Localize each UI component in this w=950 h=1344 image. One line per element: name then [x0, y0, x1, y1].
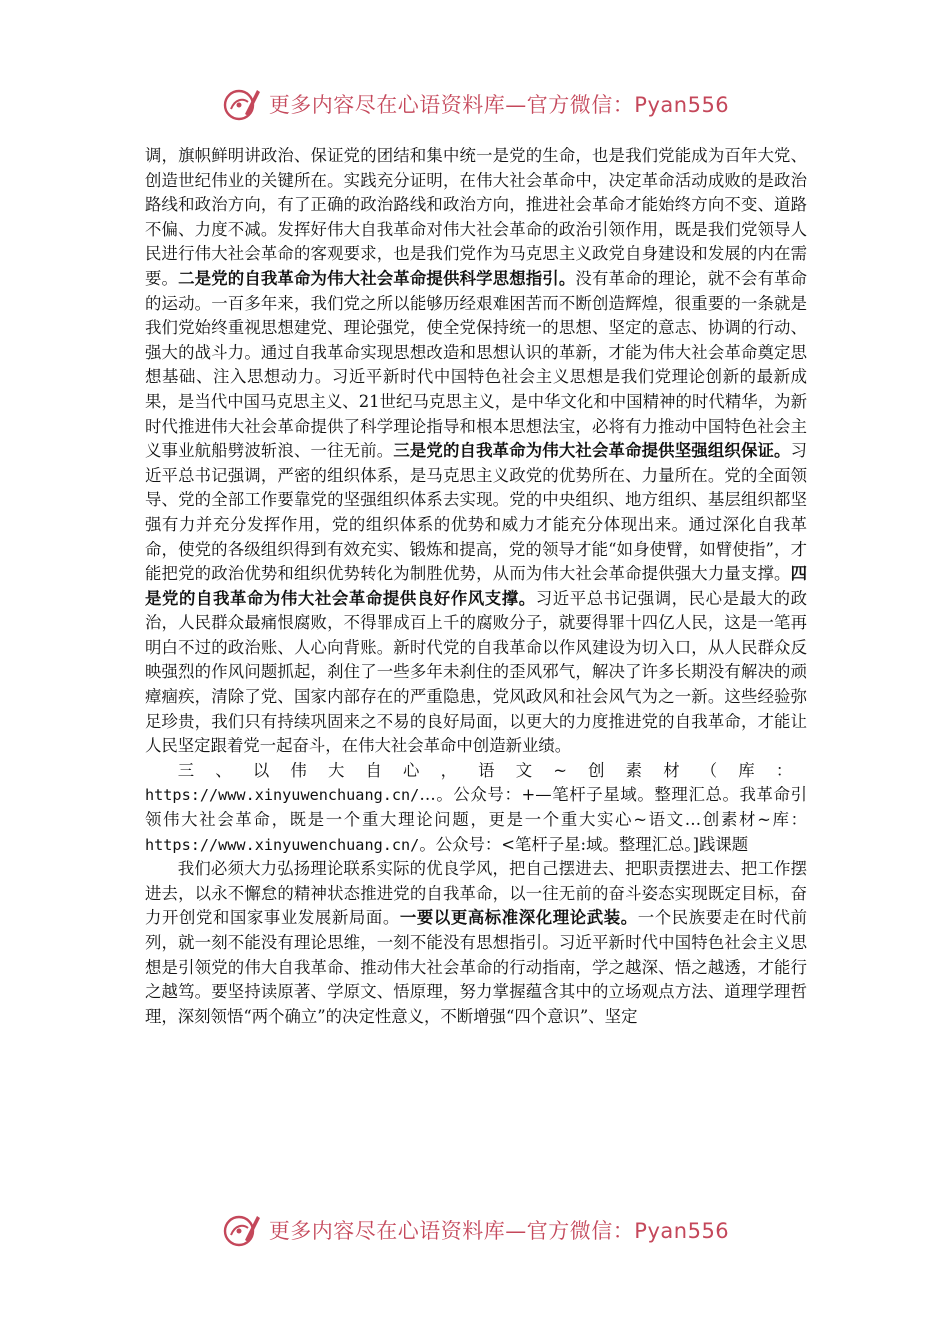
- header-banner-text: 更多内容尽在心语资料库—官方微信：Pyan556: [268, 93, 730, 117]
- bold-heading-span: 四是党的自我革命为伟大社会革命提供良好作风支撑。: [145, 564, 807, 608]
- text-span: 没有革命的理论，就不会有革命的运动。一百多年来，我们党之所以能够历经艰难困苦而不断创造辉煌，很重要的一条就是我们党始终重视思想建党、理论强党，使全党保持统一的思想、坚定的意志、协调的行动、强大的战斗力。通过自我革命实现思想改造和思想认识的革新，才能为伟大社会革命奠定思想基础、注入思想动力。习近平新时代中国特色社会主义思想是我们党理论创新的最新成果，是当代中国马克思主义、21世纪马克思主义，是中华文化和中国精神的时代精华，为新时代推进伟大社会革命提供了科学理论指导和根本思想法宝，必将有力推动中国特色社会主义事业航船劈波斩浪、一往无前。: [145, 268, 807, 461]
- pen-seal-icon: [221, 1210, 261, 1250]
- text-span: 习近平总书记强调，严密的组织体系，是马克思主义政党的优势所在、力量所在。党的全面领导、党的全部工作要靠党的坚强组织体系去实现。党的中央组织、地方组织、基层组织都坚强有力并充分发挥作用，党的组织体系的优势和威力才能充分体现出来。通过深化自我革命，使党的各级组织得到有效充实、锻炼和提高，党的领导才能“如身使臂，如臂使指”，才能把党的政治优势和组织优势转化为制胜优势，从而为伟大社会革命提供强大力量支撑。: [145, 441, 807, 584]
- paragraph-2: [145, 759, 807, 857]
- paragraph-1: [145, 144, 807, 759]
- header-banner[interactable]: [0, 82, 950, 126]
- text-span: 我们必须大力弘扬理论联系实际的优良学风，把自己摆进去、把职责摆进去、把工作摆进去，以永不懈怠的精神状态推进党的自我革命，以一往无前的奋斗姿态实现既定目标，奋力开创党和国家事业发展新局面。: [145, 859, 807, 928]
- footer-banner[interactable]: [0, 1208, 950, 1252]
- footer-banner-text: 更多内容尽在心语资料库—官方微信：Pyan556: [268, 1219, 730, 1243]
- bold-heading-span: 一要以更高标准深化理论武装。: [399, 908, 638, 928]
- text-span: 调，旗帜鲜明讲政治、保证党的团结和集中统一是党的生命，也是我们党能成为百年大党、创造世纪伟业的关键所在。实践充分证明，在伟大社会革命中，决定革命活动成败的是政治路线和政治方向，有了正确的政治路线和政治方向，推进社会革命才能始终方向不变、道路不偏、力度不减。发挥好伟大自我革命对伟大社会革命的政治引领作用，既是我们党领导人民进行伟大社会革命的客观要求，也是我们党作为马克思主义政党自身建设和发展的内在需要。: [145, 146, 807, 288]
- text-span: 习近平总书记强调，民心是最大的政治，人民群众最痛恨腐败，不得罪成百上千的腐败分子，就要得罪十四亿人民，这是一笔再明白不过的政治账、人心向背账。新时代党的自我革命以作风建设为切入口，从人民群众反映强烈的作风问题抓起，刹住了一些多年未刹住的歪风邪气，解决了许多长期没有解决的顽瘴痼疾，清除了党、国家内部存在的严重隐患，党风政风和社会风气为之一新。这些经验弥足珍贵，我们只有持续巩固来之不易的良好局面，以更大的力度推进党的自我革命，才能让人民坚定跟着党一起奋斗，在伟大社会革命中创造新业绩。: [145, 588, 808, 756]
- text-span: 一个民族要走在时代前列，就一刻不能没有理论思维，一刻不能没有思想指引。习近平新时代中国特色社会主义思想是引领党的伟大自我革命、推动伟大社会革命的行动指南，学之越深、悟之越透，才能行之越笃。要坚持读原著、学原文、悟原理，努力掌握蕴含其中的立场观点方法、道理学理哲理，深刻领悟“两个确立”的决定性意义，不断增强“四个意识”、坚定: [145, 908, 808, 1026]
- text-span: 。公众号：<笔杆子星:域。整理汇总。]践课题: [419, 834, 749, 854]
- paragraph-3: [145, 857, 807, 1029]
- text-span: https://www.xinyuwenchuang.cn/: [145, 786, 420, 805]
- pen-seal-icon: [221, 84, 261, 124]
- bold-heading-span: 三是党的自我革命为伟大社会革命提供坚强组织保证。: [393, 441, 791, 461]
- document-body: [145, 144, 807, 1029]
- text-span: 三、以伟大自心，语文~创素材（库：: [177, 760, 807, 780]
- text-span: …。公众号：+—笔杆子星域。整理汇总。我革命引领伟大社会革命，既是一个重大理论问题，更是一个重大实心~语文…创素材~库：: [145, 785, 807, 830]
- bold-heading-span: 二是党的自我革命为伟大社会革命提供科学思想指引。: [178, 268, 576, 288]
- text-span: https://www.xinyuwenchuang.cn/: [145, 835, 420, 854]
